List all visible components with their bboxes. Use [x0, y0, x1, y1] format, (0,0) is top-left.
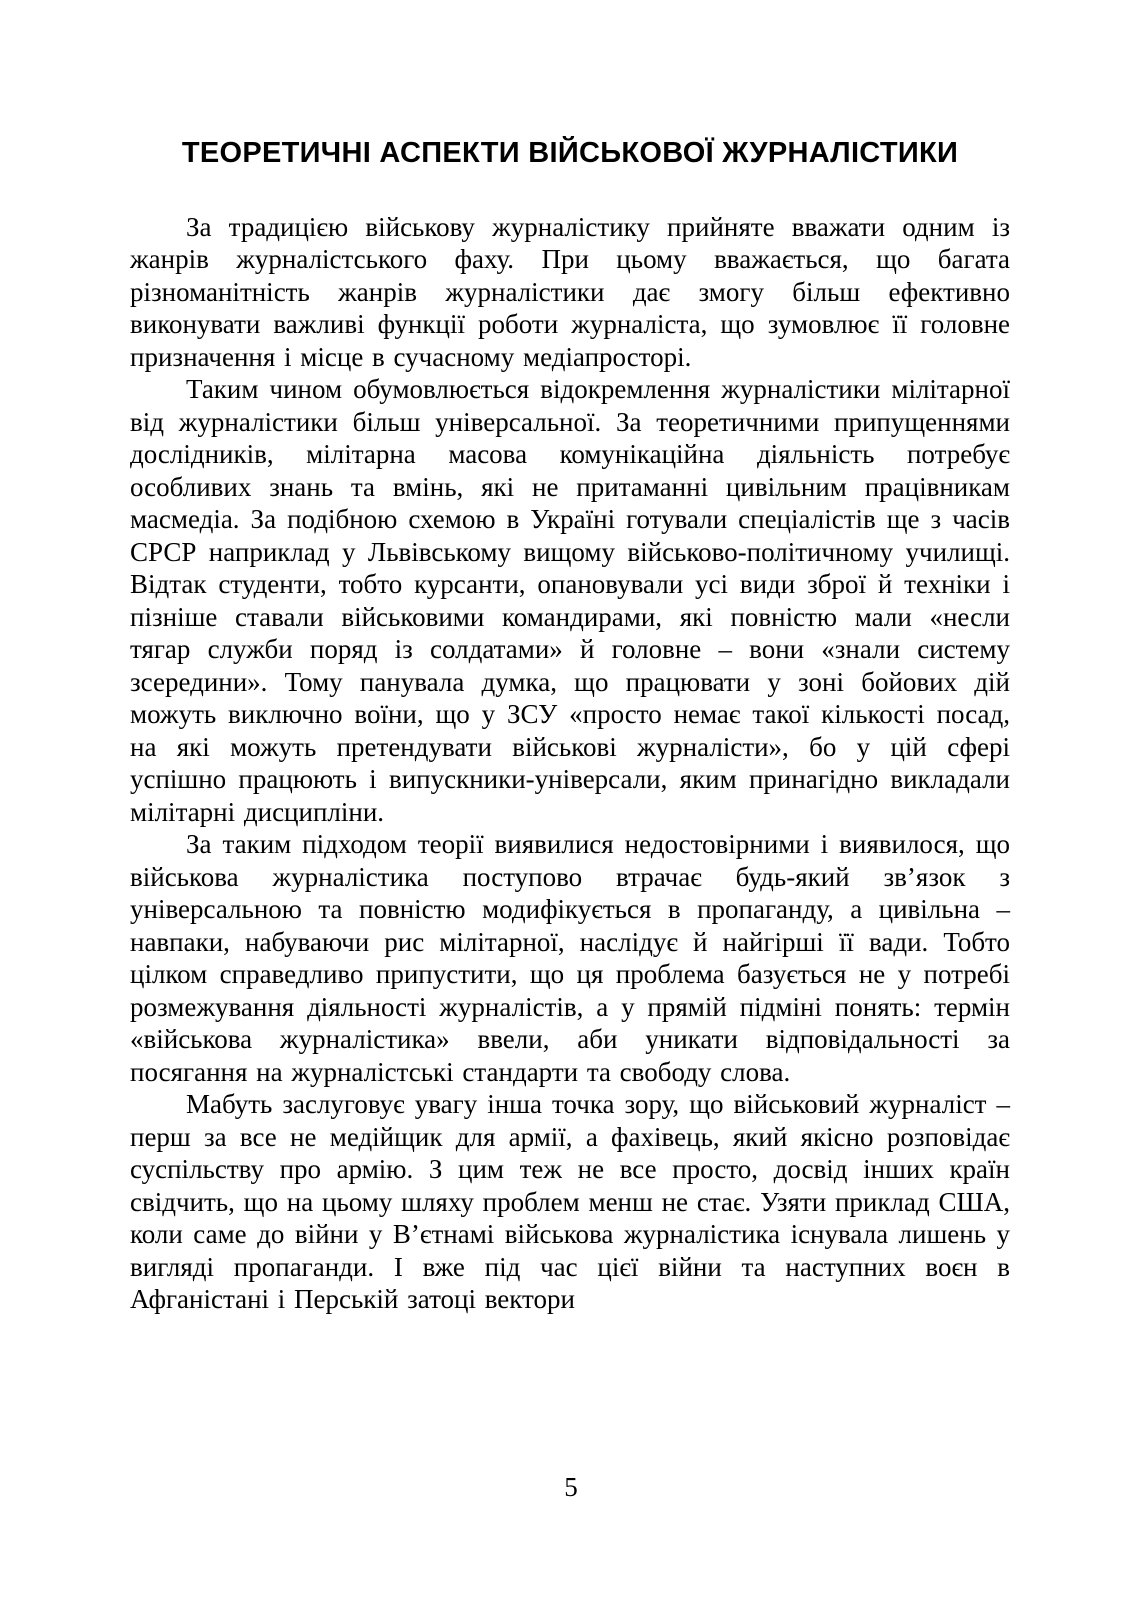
page-number: 5	[564, 1472, 578, 1502]
page-content	[130, 136, 1010, 1316]
page-title: ТЕОРЕТИЧНІ АСПЕКТИ ВІЙСЬКОВОЇ ЖУРНАЛІСТИКИ	[181, 137, 959, 169]
paragraph-4: Мабуть заслуговує увагу інша точка зору, що військовий журналіст – перш за все не медійщик для армії, а фахівець, який якісно розповідає суспільству про армію. З цим теж не все просто, досвід інших країн свідчить, що на цьому шляху проблем менш не стає. Узяти приклад США, коли саме до війни у В’єтнамі військова журналістика існувала лишень у вигляді пропаганди. І вже під час цієї війни та наступних воєн в Афганістані і Перській затоці вектори	[130, 1089, 1010, 1315]
paragraph-1: За традицією військову журналістику прийняте вважати одним із жанрів журналістського фаху. При цьому вважається, що багата різноманітність жанрів журналістики дає змогу більш ефективно виконувати важливі функції роботи журналіста, що зумовлює її головне призначення і місце в сучасному медіапросторі.	[130, 211, 1010, 372]
paragraph-2: Таким чином обумовлюється відокремлення журналістики мілітарної від журналістики більш універсальної. За теоретичними припущеннями дослідників, мілітарна масова комунікаційна діяльність потребує особливих знань та вмінь, які не притаманні цивільним працівникам масмедіа. За подібною схемою в Україні готували спеціалістів ще з часів СРСР наприклад у Львівському вищому військово-політичному училищі. Відтак студенти, тобто курсанти, опановували усі види зброї й техніки і пізніше ставали військовими командирами, які повністю мали «несли тягар служби поряд із солдатами» й головне – вони «знали систему зсередини». Тому панувала думка, що працювати у зоні бойових дій можуть виключно воїни, що у ЗСУ «просто немає такої кількості посад, на які можуть претендувати військові журналісти», бо у цій сфері успішно працюють і випускники-універсали, яким принагідно викладали мілітарні дисципліни.	[130, 374, 1010, 827]
paragraph-3: За таким підходом теорії виявилися недостовірними і виявилося, що військова журналістика поступово втрачає будь-який зв’язок з універсальною та повністю модифікується в пропаганду, а цивільна – навпаки, набуваючи рис мілітарної, наслідує й найгірші її вади. Тобто цілком справедливо припустити, що ця проблема базується не у потребі розмежування діяльності журналістів, а у прямій підміні понять: термін «військова журналістика» ввели, аби уникати відповідальності за посягання на журналістські стандарти та свободу слова.	[130, 829, 1010, 1087]
